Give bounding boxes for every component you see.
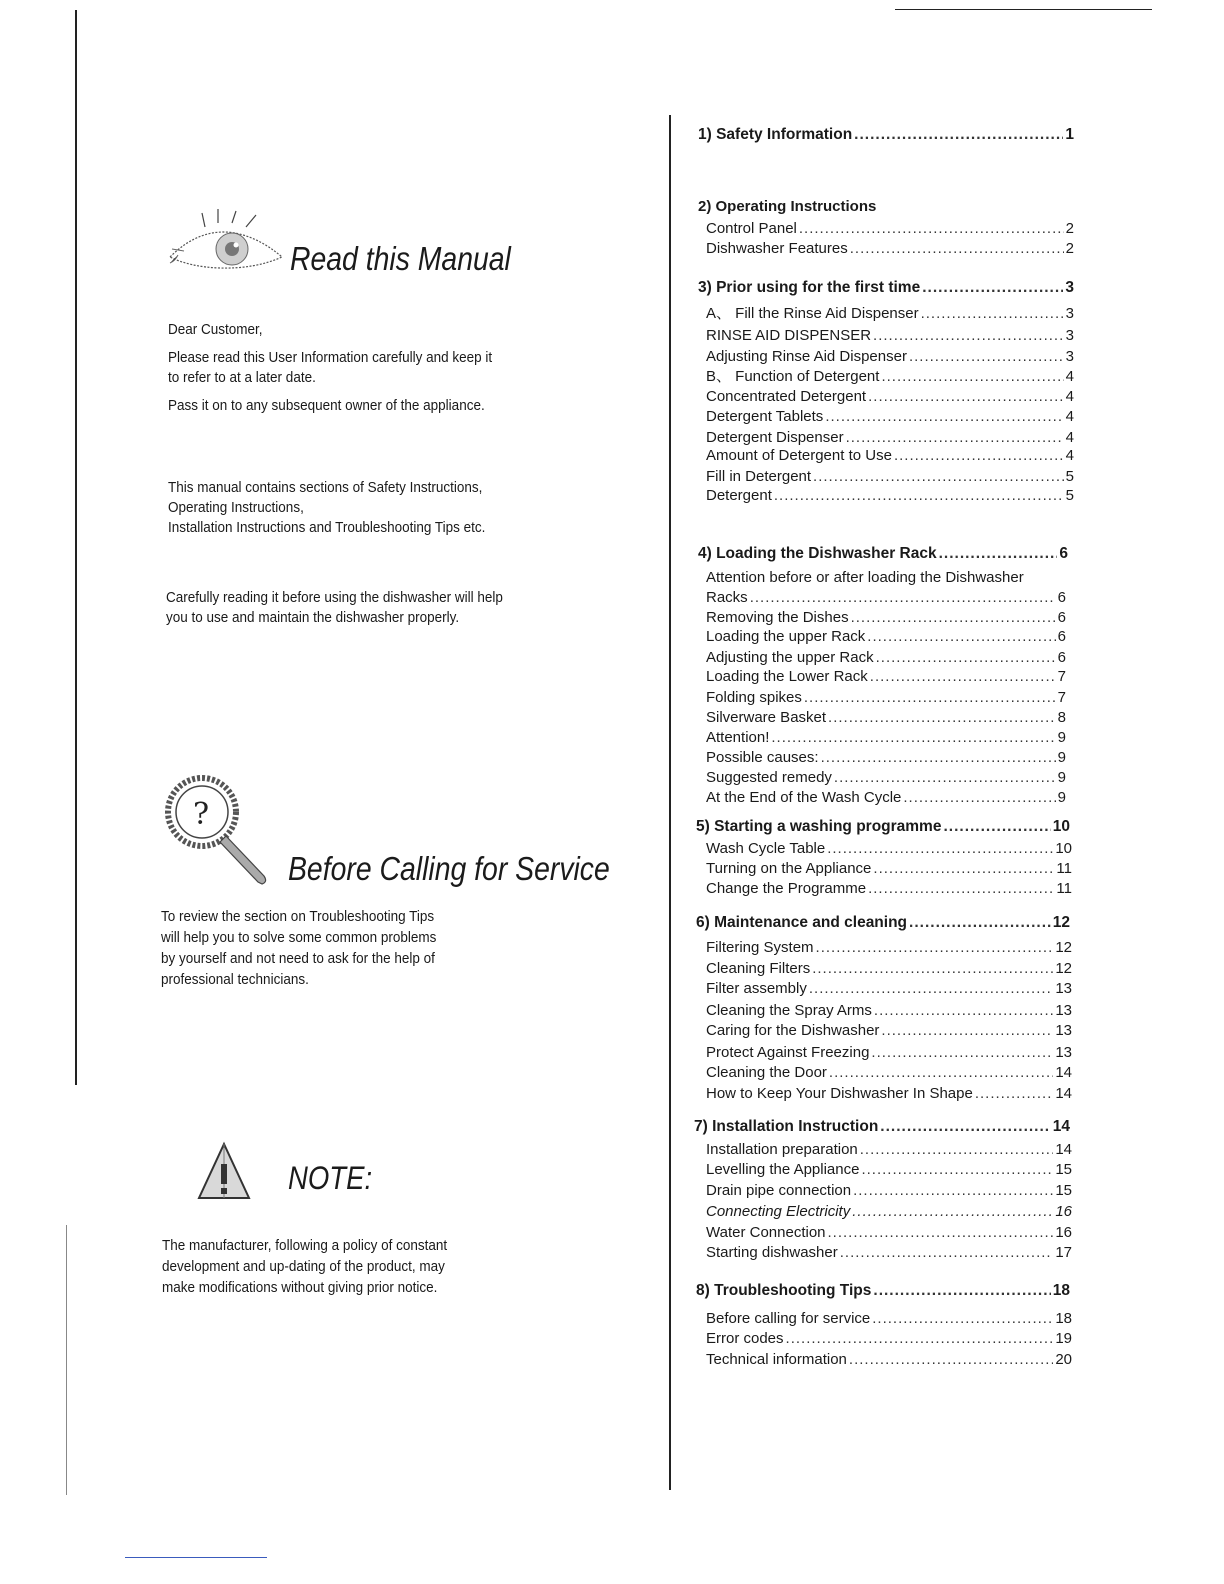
toc-item[interactable]: RINSE AID DISPENSER ..... 3 xyxy=(698,327,1074,345)
toc-item[interactable]: Adjusting Rinse Aid Dispenser ..... 3 xyxy=(698,348,1074,366)
toc-item[interactable]: Change the Programme ..... 11 xyxy=(698,880,1072,898)
read-carefully-text: Please read this User Information carefully and keep it to refer to at a later date. xyxy=(168,349,493,386)
toc-item[interactable]: Loading the Lower Rack ..... 7 xyxy=(698,668,1066,686)
toc-item[interactable]: Racks ..... 6 xyxy=(698,589,1066,607)
toc-item[interactable]: Removing the Dishes ..... 6 xyxy=(698,609,1066,627)
toc-item[interactable]: B、 Function of Detergent ..... 4 xyxy=(698,368,1074,386)
toc-item[interactable]: Filtering System ..... 12 xyxy=(698,939,1072,957)
top-right-rule xyxy=(895,9,1152,10)
bottom-left-rule xyxy=(125,1557,267,1558)
left-margin-rule xyxy=(75,10,77,1085)
service-title: Before Calling for Service xyxy=(288,850,610,887)
toc-item[interactable]: Dishwasher Features ..... 2 xyxy=(698,240,1074,258)
toc-item[interactable]: Filter assembly ..... 13 xyxy=(698,980,1072,998)
dear-customer-text: Dear Customer, xyxy=(168,321,263,338)
center-divider xyxy=(669,115,671,1490)
toc-item[interactable]: How to Keep Your Dishwasher In Shape ..... 14 xyxy=(698,1085,1072,1103)
note-text: The manufacturer, following a policy of constant development and up-dating of the product, may make modifications without giving prior notice. xyxy=(162,1237,448,1296)
warning-icon xyxy=(196,1140,252,1202)
toc-section-starting[interactable]: 5) Starting a washing programme ..... 10 xyxy=(696,818,1070,836)
pass-on-text: Pass it on to any subsequent owner of the appliance. xyxy=(168,397,485,414)
left-margin-rule-lower xyxy=(66,1225,67,1495)
toc-item[interactable]: Silverware Basket ..... 8 xyxy=(698,709,1066,727)
service-text: To review the section on Troubleshooting Tips will help you to solve some common problems by yourself and not need to ask for the help of professional technicians. xyxy=(161,908,437,988)
toc-item[interactable]: At the End of the Wash Cycle ..... 9 xyxy=(698,789,1066,807)
toc-item[interactable]: A、 Fill the Rinse Aid Dispenser ..... 3 xyxy=(698,305,1074,323)
note-title: NOTE: xyxy=(288,1160,373,1196)
toc-item[interactable]: Drain pipe connection ..... 15 xyxy=(698,1182,1072,1200)
toc-item[interactable]: Levelling the Appliance ..... 15 xyxy=(698,1161,1072,1179)
svg-text:?: ? xyxy=(193,797,210,832)
toc-section-loading[interactable]: 4) Loading the Dishwasher Rack ..... 6 xyxy=(698,545,1068,563)
toc-item-attention-line[interactable]: Attention before or after loading the Dishwasher xyxy=(706,569,1024,586)
toc-item[interactable]: Connecting Electricity ..... 16 xyxy=(698,1203,1072,1221)
toc-item[interactable]: Adjusting the upper Rack ..... 6 xyxy=(698,649,1066,667)
toc-item[interactable]: Detergent ..... 5 xyxy=(698,487,1074,505)
toc-section-first-time[interactable]: 3) Prior using for the first time ..... 3 xyxy=(698,279,1074,297)
toc-section-operating[interactable]: 2) Operating Instructions xyxy=(698,198,877,215)
toc-item[interactable]: Possible causes: ..... 9 xyxy=(698,749,1066,767)
toc-item[interactable]: Folding spikes ..... 7 xyxy=(698,689,1066,707)
toc-item[interactable]: Turning on the Appliance ..... 11 xyxy=(698,860,1072,878)
toc-item[interactable]: Attention! ..... 9 xyxy=(698,729,1066,747)
toc-section-troubleshooting[interactable]: 8) Troubleshooting Tips ..... 18 xyxy=(696,1282,1070,1300)
toc-section-maintenance[interactable]: 6) Maintenance and cleaning ..... 12 xyxy=(696,914,1070,932)
toc-item[interactable]: Error codes ..... 19 xyxy=(698,1330,1072,1348)
toc-item[interactable]: Detergent Dispenser ..... 4 xyxy=(698,429,1074,447)
toc-item[interactable]: Wash Cycle Table ..... 10 xyxy=(698,840,1072,858)
toc-item[interactable]: Technical information ..... 20 xyxy=(698,1351,1072,1369)
toc-item[interactable]: Protect Against Freezing ..... 13 xyxy=(698,1044,1072,1062)
careful-reading-text: Carefully reading it before using the dishwasher will help you to use and maintain the dishwasher properly. xyxy=(166,589,503,626)
toc-item[interactable]: Cleaning the Spray Arms ..... 13 xyxy=(698,1002,1072,1020)
toc-item[interactable]: Concentrated Detergent ..... 4 xyxy=(698,388,1074,406)
toc-item[interactable]: Cleaning Filters ..... 12 xyxy=(698,960,1072,978)
toc-item[interactable]: Amount of Detergent to Use ..... 4 xyxy=(698,447,1074,465)
toc-item[interactable]: Water Connection ..... 16 xyxy=(698,1224,1072,1242)
manual-contents-text: This manual contains sections of Safety Instructions, Operating Instructions, Installation Instructions and Troubleshooting Tips etc. xyxy=(168,479,486,536)
toc-item[interactable]: Installation preparation ..... 14 xyxy=(698,1141,1072,1159)
toc-item[interactable]: Starting dishwasher ..... 17 xyxy=(698,1244,1072,1262)
toc-item[interactable]: Before calling for service ..... 18 xyxy=(698,1310,1072,1328)
toc-item[interactable]: Suggested remedy ..... 9 xyxy=(698,769,1066,787)
toc-item[interactable]: Fill in Detergent ..... 5 xyxy=(698,468,1074,486)
toc-section-installation[interactable]: 7) Installation Instruction ..... 14 xyxy=(694,1118,1070,1136)
toc-item[interactable]: Cleaning the Door ..... 14 xyxy=(698,1064,1072,1082)
toc-section-safety[interactable]: 1) Safety Information ..... 1 xyxy=(698,126,1074,144)
read-manual-title: Read this Manual xyxy=(290,240,511,277)
toc-item[interactable]: Caring for the Dishwasher ..... 13 xyxy=(698,1022,1072,1040)
toc-item[interactable]: Detergent Tablets ..... 4 xyxy=(698,408,1074,426)
toc-item[interactable]: Loading the upper Rack ..... 6 xyxy=(698,628,1066,646)
eye-icon xyxy=(160,205,290,275)
magnifier-question-icon xyxy=(160,770,275,890)
toc-item[interactable]: Control Panel ..... 2 xyxy=(698,220,1074,238)
